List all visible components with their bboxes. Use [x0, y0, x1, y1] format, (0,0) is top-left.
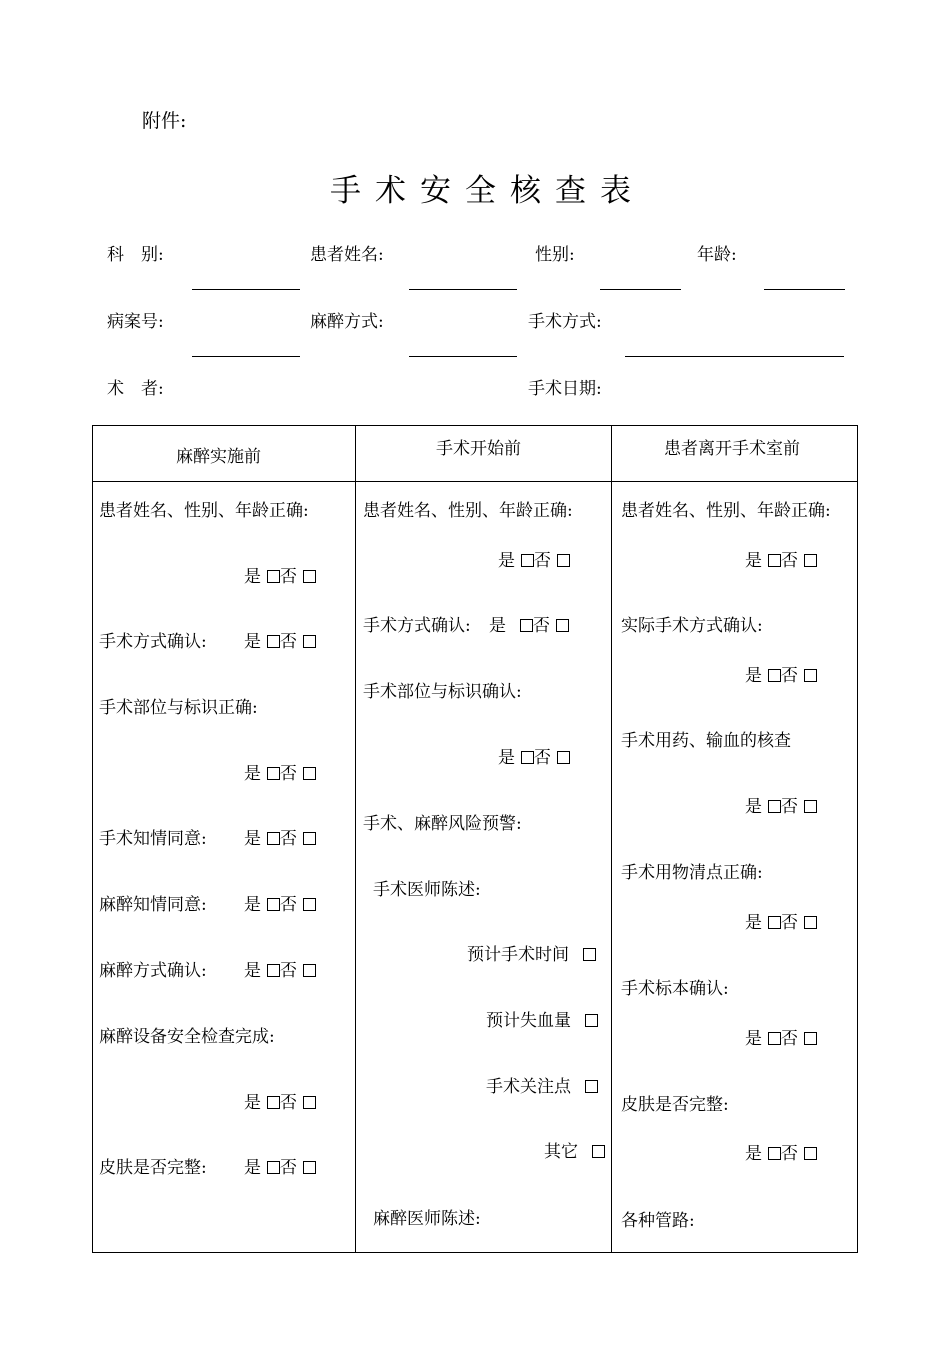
- col2-focus-points: 手术关注点: [486, 1072, 598, 1097]
- yes-checkbox[interactable]: [267, 964, 280, 977]
- patient-name-field[interactable]: [409, 289, 517, 290]
- col3-items-yn: 是 否: [745, 908, 817, 933]
- no-checkbox[interactable]: [303, 964, 316, 977]
- col2-other: 其它: [544, 1137, 605, 1162]
- no-checkbox[interactable]: [556, 619, 569, 632]
- yes-checkbox[interactable]: [768, 1147, 781, 1160]
- patient-name-label: 患者姓名:: [310, 245, 384, 265]
- anesthesia-method-label: 麻醉方式:: [310, 312, 384, 332]
- record-no-label: 病案号:: [107, 312, 164, 332]
- no-checkbox[interactable]: [804, 1147, 817, 1160]
- col3-identity-label: 患者姓名、性别、年龄正确:: [621, 501, 831, 521]
- col3-drug-blood-yn: 是 否: [745, 792, 817, 817]
- col3-tubes-label: 各种管路:: [621, 1211, 695, 1231]
- col3-actual-method-label: 实际手术方式确认:: [621, 616, 763, 636]
- col1-anes-method-yn: 是 否: [244, 956, 316, 981]
- yes-checkbox[interactable]: [768, 554, 781, 567]
- no-checkbox[interactable]: [303, 898, 316, 911]
- expected-blood-checkbox[interactable]: [585, 1014, 598, 1027]
- department-label: 科 别:: [107, 245, 164, 265]
- col2-risk-label: 手术、麻醉风险预警:: [363, 814, 522, 834]
- no-checkbox[interactable]: [303, 570, 316, 583]
- column-divider: [355, 426, 356, 1252]
- department-field[interactable]: [192, 289, 300, 290]
- checklist-table: [92, 425, 858, 1253]
- no-checkbox[interactable]: [303, 767, 316, 780]
- anesthesia-method-field[interactable]: [409, 356, 517, 357]
- col2-anesthetist-statement: 麻醉医师陈述:: [373, 1209, 481, 1229]
- col1-consent-label: 手术知情同意:: [99, 829, 207, 849]
- yes-checkbox[interactable]: [521, 554, 534, 567]
- gender-label: 性别:: [535, 245, 575, 265]
- focus-points-checkbox[interactable]: [585, 1080, 598, 1093]
- no-checkbox[interactable]: [303, 1161, 316, 1174]
- yes-checkbox[interactable]: [267, 1161, 280, 1174]
- no-checkbox[interactable]: [804, 800, 817, 813]
- yes-checkbox[interactable]: [768, 916, 781, 929]
- surgeon-label: 术 者:: [107, 379, 164, 399]
- surgery-date-label: 手术日期:: [528, 379, 602, 399]
- col2-method-label: 手术方式确认:: [363, 616, 471, 636]
- col3-actual-method-yn: 是 否: [745, 661, 817, 686]
- no-checkbox[interactable]: [804, 916, 817, 929]
- column-divider: [611, 426, 612, 1252]
- no-checkbox[interactable]: [303, 1096, 316, 1109]
- yes-checkbox[interactable]: [521, 751, 534, 764]
- col2-method-yn: 是 否: [489, 611, 569, 636]
- col1-header: 麻醉实施前: [176, 447, 261, 467]
- col1-anes-consent-label: 麻醉知情同意:: [99, 895, 207, 915]
- col1-site-yn: 是 否: [244, 759, 316, 784]
- yes-checkbox[interactable]: [267, 635, 280, 648]
- col1-anes-method-label: 麻醉方式确认:: [99, 961, 207, 981]
- yes-checkbox[interactable]: [768, 1032, 781, 1045]
- yes-checkbox[interactable]: [267, 767, 280, 780]
- record-no-field[interactable]: [192, 356, 300, 357]
- col2-surgeon-statement: 手术医师陈述:: [373, 880, 481, 900]
- no-checkbox[interactable]: [557, 751, 570, 764]
- page-title: 手术安全核查表: [330, 173, 645, 209]
- col1-skin-yn: 是 否: [244, 1153, 316, 1178]
- col3-header: 患者离开手术室前: [664, 439, 800, 459]
- col3-skin-label: 皮肤是否完整:: [621, 1095, 729, 1115]
- yes-checkbox[interactable]: [267, 898, 280, 911]
- col1-consent-yn: 是 否: [244, 824, 316, 849]
- surgery-method-field[interactable]: [625, 356, 844, 357]
- col1-skin-label: 皮肤是否完整:: [99, 1158, 207, 1178]
- no-checkbox[interactable]: [557, 554, 570, 567]
- col1-equipment-label: 麻醉设备安全检查完成:: [99, 1027, 275, 1047]
- other-checkbox[interactable]: [592, 1145, 605, 1158]
- col1-method-yn: 是 否: [244, 627, 316, 652]
- no-checkbox[interactable]: [303, 832, 316, 845]
- gender-field[interactable]: [600, 289, 681, 290]
- col1-identity-label: 患者姓名、性别、年龄正确:: [99, 501, 309, 521]
- no-checkbox[interactable]: [804, 669, 817, 682]
- expected-time-checkbox[interactable]: [583, 948, 596, 961]
- col3-identity-yn: 是 否: [745, 546, 817, 571]
- col1-method-label: 手术方式确认:: [99, 632, 207, 652]
- col1-anes-consent-yn: 是 否: [244, 890, 316, 915]
- col1-identity-yn: 是 否: [244, 562, 316, 587]
- col2-header: 手术开始前: [436, 439, 521, 459]
- age-field[interactable]: [764, 289, 845, 290]
- col3-items-label: 手术用物清点正确:: [621, 863, 763, 883]
- yes-checkbox[interactable]: [267, 1096, 280, 1109]
- no-checkbox[interactable]: [303, 635, 316, 648]
- col2-expected-time: 预计手术时间: [467, 940, 596, 965]
- col3-drug-blood-label: 手术用药、输血的核查: [621, 731, 791, 751]
- yes-checkbox[interactable]: [768, 800, 781, 813]
- col2-identity-label: 患者姓名、性别、年龄正确:: [363, 501, 573, 521]
- yes-checkbox[interactable]: [267, 570, 280, 583]
- col3-specimen-yn: 是 否: [745, 1024, 817, 1049]
- col2-site-label: 手术部位与标识确认:: [363, 682, 522, 702]
- no-checkbox[interactable]: [804, 554, 817, 567]
- col2-expected-blood: 预计失血量: [486, 1006, 598, 1031]
- yes-checkbox[interactable]: [520, 619, 533, 632]
- yes-checkbox[interactable]: [267, 832, 280, 845]
- col1-equipment-yn: 是 否: [244, 1088, 316, 1113]
- surgery-method-label: 手术方式:: [528, 312, 602, 332]
- yes-checkbox[interactable]: [768, 669, 781, 682]
- col3-specimen-label: 手术标本确认:: [621, 979, 729, 999]
- age-label: 年龄:: [697, 245, 737, 265]
- attachment-label: 附件:: [142, 110, 187, 132]
- col2-site-yn: 是 否: [498, 743, 570, 768]
- col1-site-label: 手术部位与标识正确:: [99, 698, 258, 718]
- header-divider: [93, 481, 857, 482]
- no-checkbox[interactable]: [804, 1032, 817, 1045]
- col3-skin-yn: 是 否: [745, 1139, 817, 1164]
- col2-identity-yn: 是 否: [498, 546, 570, 571]
